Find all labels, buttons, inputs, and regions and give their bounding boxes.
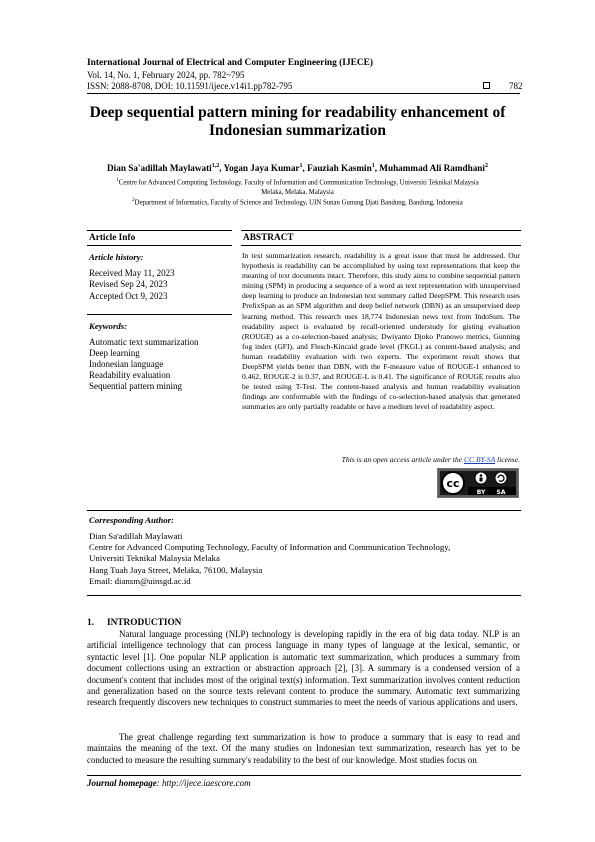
corresponding-rule-bottom (87, 595, 521, 596)
author-sup: 1 (371, 163, 375, 169)
by-label: BY (476, 489, 486, 496)
journal-homepage (87, 778, 251, 788)
affiliation-text: Centre for Advanced Computing Technology, Faculty of Information and Communication Technology, Universiti Teknikal Malaysia (118, 179, 479, 187)
article-info-heading: Article Info (89, 233, 136, 243)
sa-label: SA (496, 489, 506, 496)
title-line-1: Deep sequential pattern mining for readability enhancement of (89, 104, 506, 121)
cc-badge-graphic (438, 469, 518, 497)
corresponding-name: Dian Sa'adillah Maylawati (89, 531, 183, 541)
journal-volume: Vol. 14, No. 1, February 2024, pp. 782~795 (87, 70, 245, 80)
keyword: Automatic text summarization (89, 337, 199, 347)
author-sup: 2 (484, 163, 488, 169)
corresponding-rule-top (87, 510, 521, 511)
square-icon (483, 82, 490, 89)
oa-suffix: license. (495, 455, 520, 464)
oa-prefix: This is an open access article under the (341, 455, 464, 464)
corresponding-address: Centre for Advanced Computing Technology, Faculty of Information and Communication Technology, (89, 542, 451, 553)
header-rule (87, 93, 520, 94)
cc-icon-label: cc (446, 477, 460, 490)
keyword-list (89, 337, 198, 392)
author-sep: , (219, 163, 224, 174)
article-history-heading: Article history: (89, 252, 144, 262)
corresponding-email: Email: diansm@uinsgd.ac.id (89, 575, 191, 586)
affiliation-sup: 2 (132, 198, 135, 203)
footer-rule (87, 775, 521, 776)
open-access-statement (242, 455, 520, 464)
keywords-rule (87, 314, 232, 315)
abstract-text: In text summarization research, readability is a great issue that must be addressed. Our hypothesis is readability can be accomplished by using text representations that keep the meaning of text documents intact. Therefore, this study aims to combine sequential pattern mining (SPM) in producing a sequence of a word as text representation with unsupervised deep learning to produce an Indonesian text summary called DeepSPM. This research uses PrefixSpan as an SPM algorithm and deep belief network (DBN) as an unsupervised deep learning method. This research uses 18,774 Indonesian news text from IndoSum. The readability aspect is evaluated by recall-oriented understudy for gisting evaluation (ROUGE) as a co-selection-based analysis; Dwiyanto Djoko Pranowo metrics, Gunning fog index (GFI), and Flesch-Kincaid grade level (FKGL) as content-based analysis; and human readability evaluation with two experts. The experiment result shows that DeepSPM yields better than DBN, with the F-measure value of ROUGE-1 enhanced to 0.462, ROUGE-2 is 0.37, and ROUGE-L is 0.41. The significance of ROUGE results also be tested using T-Test. The content-based analysis and human readability evaluation findings are conformable with the findings of co-selection-based analysis that generated summaries are only partially readable or have a medium level of readability aspect. (242, 251, 520, 412)
author-name: Yogan Jaya Kumar (223, 163, 300, 174)
journal-issn-doi: ISSN: 2088-8708, DOI: 10.11591/ijece.v14i1.pp782-795 (87, 81, 293, 91)
paper-title (40, 104, 555, 140)
affiliation-sup: 1 (116, 178, 119, 183)
title-line-2: Indonesian summarization (209, 122, 386, 139)
keyword: Deep learning (89, 348, 140, 358)
keyword: Readability evaluation (89, 370, 171, 380)
keyword: Sequential pattern mining (89, 381, 182, 391)
author-name: Dian Sa'adillah Maylawati (107, 163, 212, 174)
author-sep: , (302, 163, 308, 174)
corresponding-address: Hang Tuah Jaya Street, Melaka, 76100, Malaysia (89, 564, 263, 575)
intro-paragraph-1: Natural language processing (NLP) technology is developing rapidly in the era of big data today. NLP is an artificial intelligence technology that can process language in many types of language at the lexical, semantic, or syntactic level [1]. One popular NLP application is automatic text summarization, which produces a summary from document collections using an extraction or abstraction approach [2], [3]. A summary is a condensed version of a document's content that includes most of the original text(s) information. Text summarization involves content reduction and generalization based on the source texts relevant content to produce the summary. Automatic text summarizing research frequently discovers new techniques to construct summaries to meet the needs of various applications and users. (87, 629, 520, 708)
date-revised: Revised Sep 24, 2023 (89, 279, 168, 289)
homepage-url[interactable]: : http://ijece.iaescore.com (156, 778, 251, 788)
article-info-rule-top (87, 230, 232, 231)
intro-paragraph-2: The great challenge regarding text summarization is how to produce a summary that is easy to read and maintains the meaning of the text. Of the many studies on Indonesian text summarization, research has yet to be conducted to measure the resulting summary's readability to the best of our knowledge. Most studies focus on (87, 732, 520, 765)
section-number: 1. (87, 618, 94, 628)
keywords-heading: Keywords: (89, 321, 128, 331)
author-sup: 1,2 (211, 163, 220, 169)
author-name: Muhammad Ali Ramdhani (379, 163, 485, 174)
page-number: 782 (509, 81, 523, 91)
affiliation-1 (80, 176, 515, 197)
keyword: Indonesian language (89, 359, 164, 369)
share-alike-icon (495, 472, 507, 484)
cc-by-sa-link[interactable]: CC BY-SA (463, 455, 496, 464)
cc-by-sa-badge[interactable] (437, 468, 519, 498)
abstract-rule-mid (241, 245, 521, 246)
homepage-label: Journal homepage (87, 778, 157, 788)
journal-name: International Journal of Electrical and Computer Engineering (IJECE) (87, 58, 374, 68)
affiliation-text: Department of Informatics, Faculty of Science and Technology, UIN Sunan Gunung Djati Bandung, Bandung, Indonesia (134, 199, 463, 207)
author-name: Fauziah Kasmin (307, 163, 372, 174)
corresponding-address: Universiti Teknikal Malaysia Melaka (89, 553, 220, 564)
section-heading: INTRODUCTION (107, 618, 182, 628)
author-sup: 1 (299, 163, 303, 169)
corresponding-details (89, 531, 450, 587)
author-sep: , (374, 163, 380, 174)
date-accepted: Accepted Oct 9, 2023 (89, 291, 168, 301)
corresponding-heading: Corresponding Author: (89, 515, 174, 525)
abstract-rule-top (241, 230, 521, 231)
article-info-rule-mid (87, 245, 232, 246)
affiliation-2 (80, 196, 515, 208)
date-received: Received May 11, 2023 (89, 268, 175, 278)
affiliation-text: Melaka, Melaka, Malaysia (261, 188, 334, 196)
abstract-heading: ABSTRACT (243, 233, 294, 243)
author-list (40, 163, 555, 173)
